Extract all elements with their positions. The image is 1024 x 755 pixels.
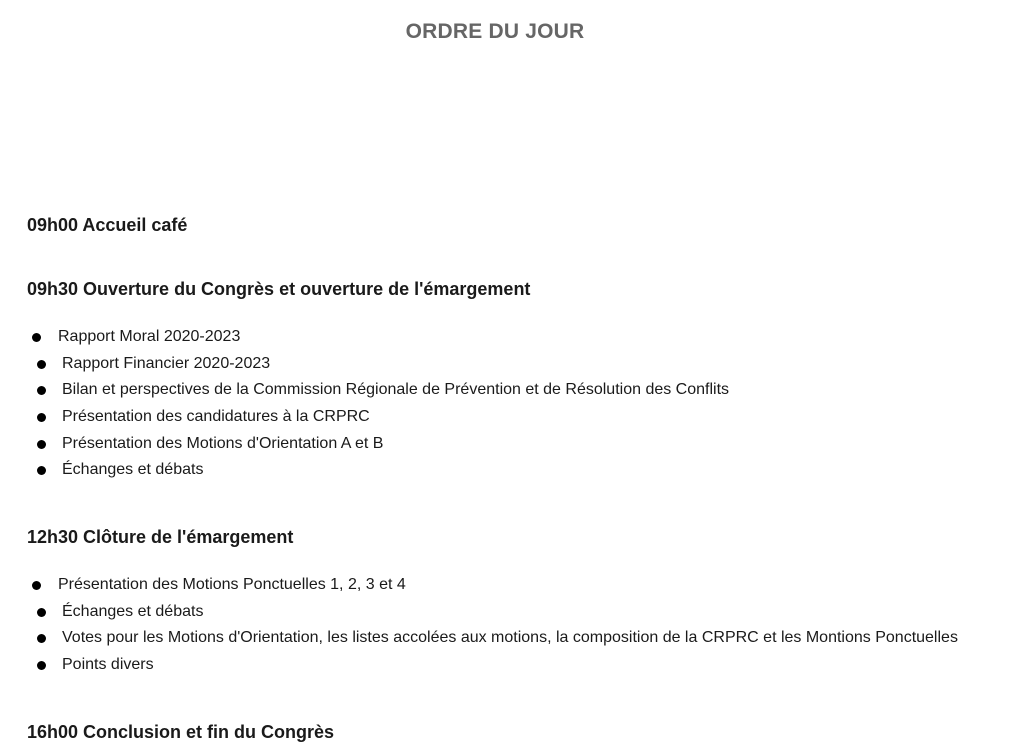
document-title: ORDRE DU JOUR [405, 20, 585, 43]
bullet-icon [37, 440, 46, 449]
bullet-icon [37, 608, 46, 617]
bullet-icon [32, 581, 41, 590]
session-heading-1600: 16h00 Conclusion et fin du Congrès [27, 722, 335, 742]
bullet-icon [37, 634, 46, 643]
bullet-icon [32, 333, 41, 342]
bullet-icon [37, 661, 46, 670]
session-heading-1230: 12h30 Clôture de l'émargement [27, 527, 294, 547]
session-heading-0900: 09h00 Accueil café [27, 215, 188, 235]
bullet-icon [37, 360, 46, 369]
bullet-icon [37, 413, 46, 422]
bullet-icon [37, 386, 46, 395]
session-heading-0930: 09h30 Ouverture du Congrès et ouverture de l'émargement [27, 279, 531, 299]
bullet-icon [37, 466, 46, 475]
